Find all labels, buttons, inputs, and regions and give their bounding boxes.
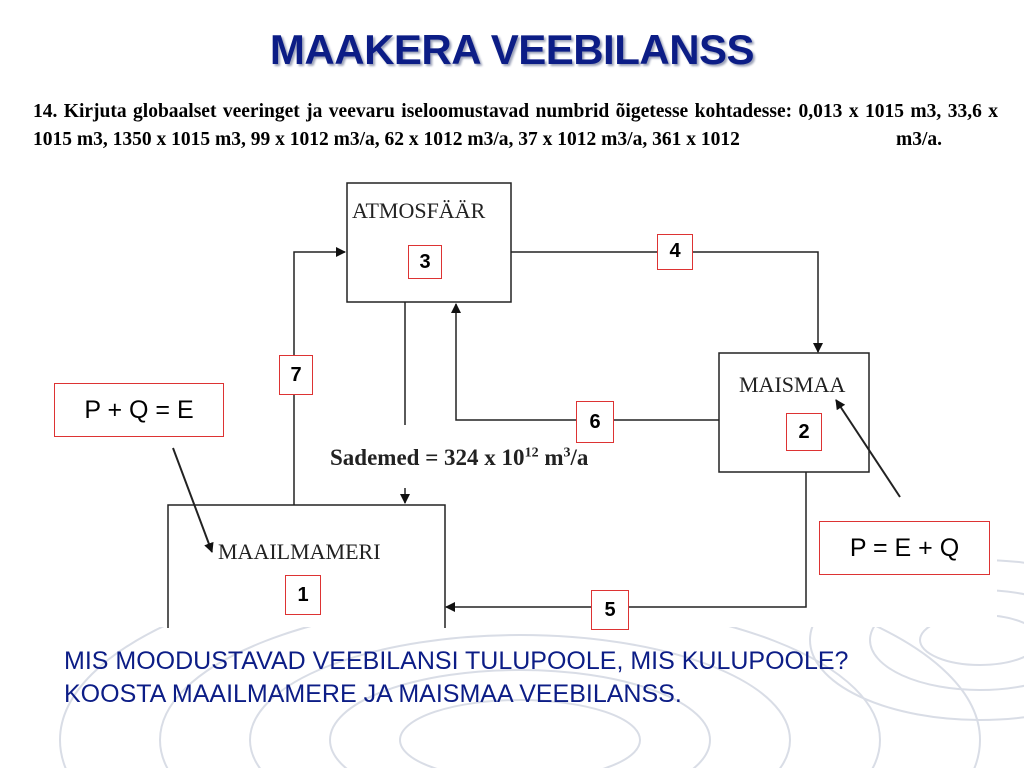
number-box-3: 3 (408, 245, 442, 279)
number-box-2: 2 (786, 413, 822, 451)
number-box-6: 6 (576, 401, 614, 443)
number-box-7: 7 (279, 355, 313, 395)
task-body: 14. Kirjuta globaalset veeringet ja veevaru iseloomustavad numbrid õigetesse kohtadesse: 0,013 x 1015 m3, 33,6 x 1015 m3, 1350 x 1015 m3, 99 x 1012 m3/a, 62 x 1012 m3/a, 37 x 1012 m3/a, 361 x 1012 (33, 101, 998, 150)
number-box-5: 5 (591, 590, 629, 630)
number-box-4: 4 (657, 234, 693, 270)
question-text: MIS MOODUSTAVAD VEEBILANSI TULUPOOLE, MIS KULUPOOLE? KOOSTA MAAILMAMERE JA MAISMAA VEEBILANSS. (64, 647, 849, 708)
atmosphere-label: ATMOSFÄÄR (352, 198, 486, 223)
pointer-land-formula (836, 400, 900, 497)
task-end: m3/a. (895, 129, 942, 150)
pointer-ocean-formula (173, 448, 212, 552)
precipitation-label: Sademed = 324 x $10^{12}$ $m^3/a$ (330, 445, 589, 470)
arrow-land-to-ocean (446, 472, 806, 607)
land-balance-formula: P = E + Q (819, 521, 990, 575)
ocean-balance-formula: P + Q = E (54, 383, 224, 437)
land-label: MAISMAA (739, 372, 846, 397)
slide-title: MAAKERA VEEBILANSS (269, 26, 755, 73)
ocean-label: MAAILMAMERI (218, 539, 381, 564)
number-box-1: 1 (285, 575, 321, 615)
